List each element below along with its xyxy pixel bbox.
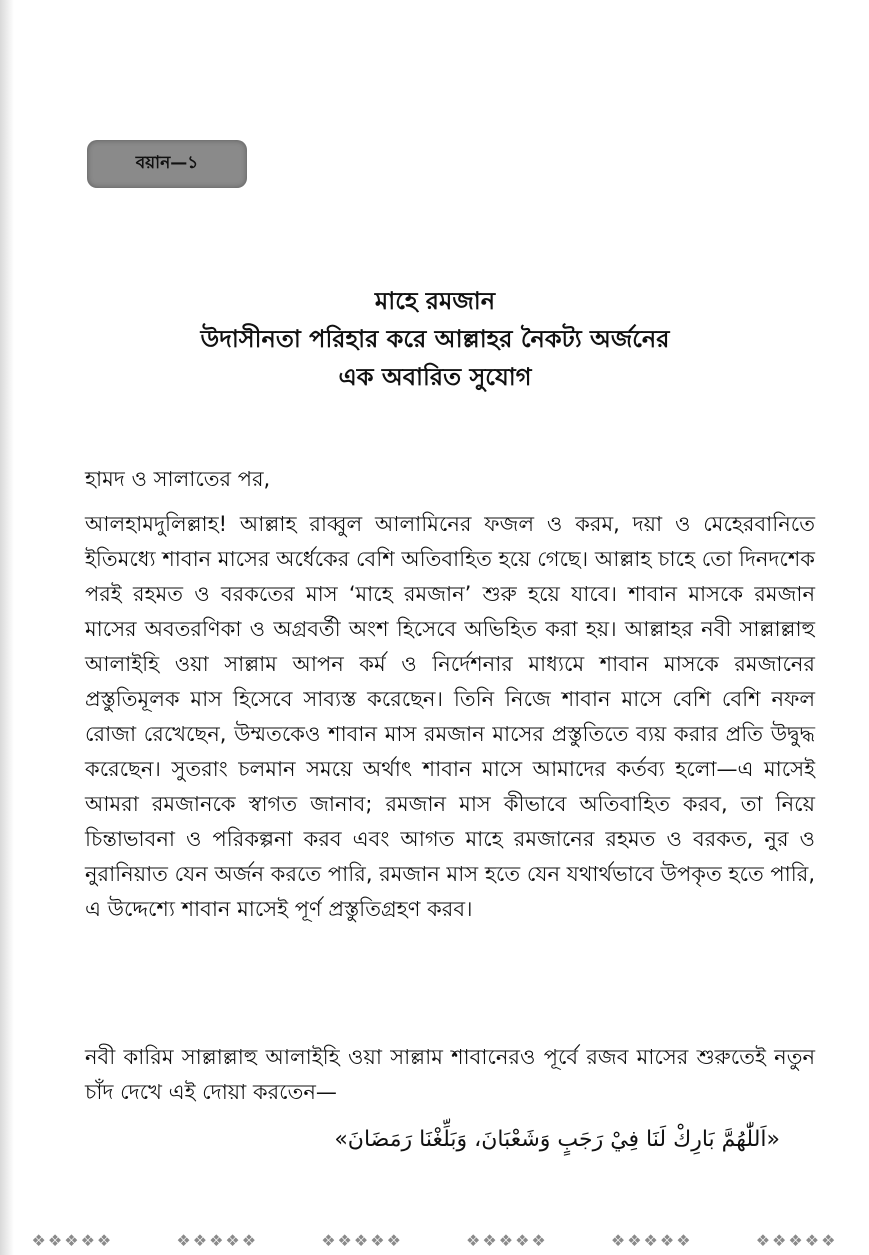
ornament-icon: ❖❖❖❖❖: [31, 1230, 114, 1250]
decorative-footer-border: [0, 1225, 869, 1255]
ornament-icon: ❖❖❖❖❖: [610, 1230, 693, 1250]
paragraph-2: নবী কারিম সাল্লাল্লাহু আলাইহি ওয়া সাল্লাম শাবানেরও পূর্বে রজব মাসের শুরুতেই নতুন চাঁদ দেখে এই দোয়া করতেন—: [85, 1045, 815, 1104]
chapter-title: [60, 282, 810, 396]
page-edge-shadow: [0, 0, 14, 1255]
paragraph-1: আলহামদুলিল্লাহ! আল্লাহ রাব্বুল আলামিনের ফজল ও করম, দয়া ও মেহেরবানিতে ইতিমধ্যে শাবান মাসের অর্ধেকের বেশি অতিবাহিত হয়ে গেছে। আল্লাহ চাহে তো দিনদশেক পরই রহমত ও বরকতের মাস ‘মাহে রমজান’ শুরু হয়ে যাবে। শাবান মাসকে রমজান মাসের অবতরণিকা ও অগ্রবর্তী অংশ হিসেবে অভিহিত করা হয়। আল্লাহর নবী সাল্লাল্লাহু আলাইহি ওয়া সাল্লাম আপন কর্ম ও নির্দেশনার মাধ্যমে শাবান মাসকে রমজানের প্রস্তুতিমূলক মাস হিসেবে সাব্যস্ত করেছেন। তিনি নিজে শাবান মাসে বেশি বেশি নফল রোজা রেখেছেন, উম্মতকেও শাবান মাস রমজান মাসের প্রস্তুতিতে ব্যয় করার প্রতি উদ্বুদ্ধ করেছেন। সুতরাং চলমান সময়ে অর্থাৎ শাবান মাসে আমাদের কর্তব্য হলো—এ মাসেই আমরা রমজানকে স্বাগত জানাব; রমজান মাস কীভাবে অতিবাহিত করব, তা নিয়ে চিন্তাভাবনা ও পরিকল্পনা করব এবং আগত মাহে রমজানের রহমত ও বরকত, নুর ও নুরানিয়াত যেন অর্জন করতে পারি, রমজান মাস হতে যেন যথার্থভাবে উপকৃত হতে পারি, এ উদ্দেশ্যে শাবান মাসেই পূর্ণ প্রস্তুতিগ্রহণ করব।: [85, 512, 815, 921]
title-line-1: মাহে রমজান: [374, 287, 496, 315]
chapter-tab: [87, 140, 247, 188]
ornament-icon: ❖❖❖❖❖: [321, 1230, 403, 1250]
ornament-icon: ❖❖❖❖❖: [755, 1230, 838, 1250]
salutation: হামদ ও সালাতের পর,: [85, 467, 271, 491]
title-line-3: এক অবারিত সুযোগ: [338, 363, 532, 391]
chapter-tab-label: বয়ান—১: [135, 153, 199, 173]
ornament-icon: ❖❖❖❖❖: [176, 1230, 259, 1250]
title-line-2: উদাসীনতা পরিহার করে আল্লাহর নৈকট্য অর্জনের: [200, 325, 670, 353]
ornament-icon: ❖❖❖❖❖: [466, 1230, 548, 1250]
arabic-dua: «اَللّٰهُمَّ بَارِكْ لَنَا فِيْ رَجَبٍ وَشَعْبَانَ، وَبَلِّغْنَا رَمَضَانَ»: [334, 1127, 780, 1152]
